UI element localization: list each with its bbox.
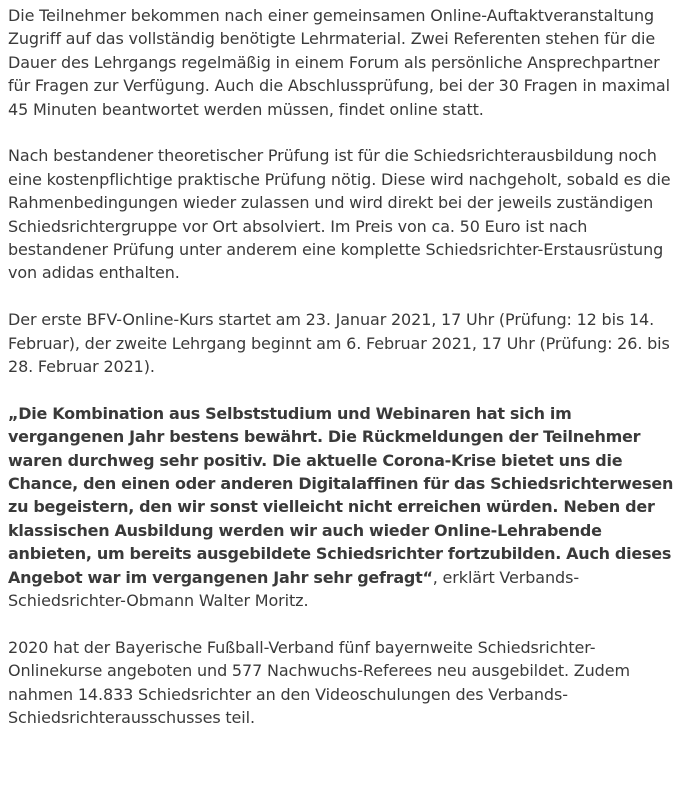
- paragraph-statistics: 2020 hat der Bayerische Fußball-Verband fünf bayernweite Schiedsrichter-Onlinekurse angeboten und 577 Nachwuchs-Referees neu ausgebildet. Zudem nahmen 14.833 Schiedsrichter an den Videoschulungen des Verbands-Schiedsrichterausschusses teil.: [8, 637, 630, 728]
- paragraph-online-course: Die Teilnehmer bekommen nach einer gemeinsamen Online-Auftaktveranstaltung Zugriff auf das vollständig benötigte Lehrmaterial. Zwei Referenten stehen für die Dauer des Lehrgangs regelmäßig in einem Forum als persönliche Ansprechpartner für Fragen zur Verfügung. Auch die Abschlussprüfung, bei der 30 Fragen in maximal 45 Minuten beantwortet werden müssen, findet online statt.: [8, 6, 670, 119]
- paragraph-practical-exam: Nach bestandener theoretischer Prüfung ist für die Schiedsrichterausbildung noch eine kostenpflichtige praktische Prüfung nötig. Diese wird nachgeholt, sobald es die Rahmenbedingungen wieder zulassen und wird direkt bei der jeweils zuständigen Schiedsrichtergruppe vor Ort absolviert. Im Preis von ca. 50 Euro ist nach bestandener Prüfung unter anderem eine komplette Schiedsrichter-Erstausrüstung von adidas enthalten.: [8, 146, 671, 283]
- quote-text: „Die Kombination aus Selbststudium und Webinaren hat sich im vergangenen Jahr bestens bewährt. Die Rückmeldungen der Teilnehmer waren durchweg sehr positiv. Die aktuelle Corona-Krise bietet uns die Chance, den einen oder anderen Digitalaffinen für das Schiedsrichterwesen zu begeistern, den wir sonst vielleicht nicht erreichen würden. Neben der klassischen Ausbildung werden wir auch wieder Online-Lehrabende anbieten, um bereits ausgebildete Schiedsrichter fortzubilden. Auch dieses Angebot war im vergangenen Jahr sehr gefragt“: [8, 403, 674, 587]
- paragraph-course-dates: Der erste BFV-Online-Kurs startet am 23. Januar 2021, 17 Uhr (Prüfung: 12 bis 14. Februar), der zweite Lehrgang beginnt am 6. Februar 2021, 17 Uhr (Prüfung: 26. bis 28. Februar 2021).: [8, 310, 670, 377]
- article-body: [8, 0, 684, 730]
- quote-attribution: , erklärt Verbands-Schiedsrichter-Obmann Walter Moritz.: [8, 567, 580, 611]
- quote-paragraph: [8, 402, 684, 613]
